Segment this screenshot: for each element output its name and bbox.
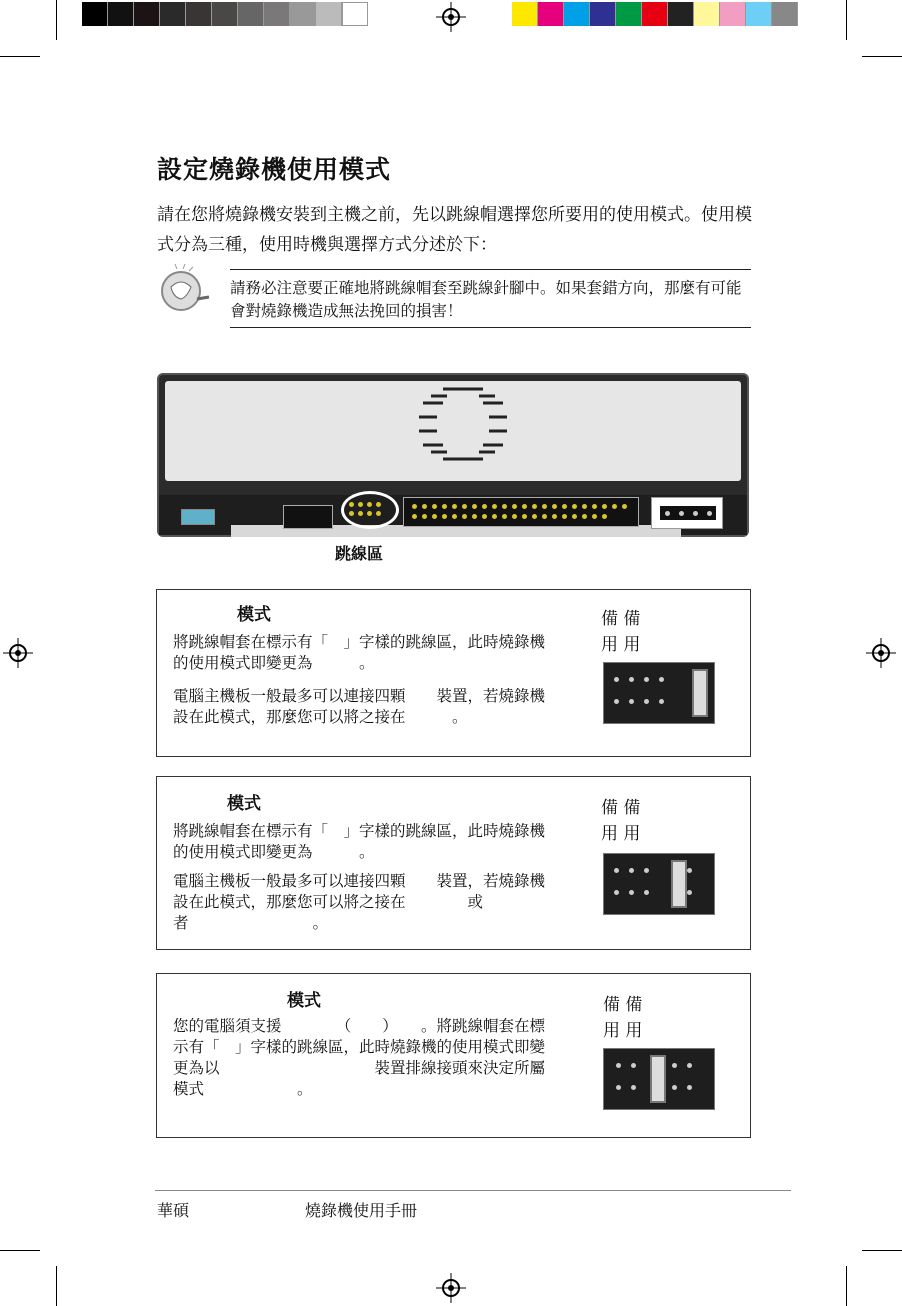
intro-paragraph: 請在您將燒錄機安裝到主機之前，先以跳線帽選擇您所要用的使用模式。使用模式分為三種，使用時機與選擇方式分述於下： — [157, 205, 752, 255]
warning-hand-icon — [157, 263, 215, 315]
mode-heading: 模式 — [287, 991, 321, 1011]
crop-mark — [0, 1250, 40, 1251]
jumper-cap — [650, 1055, 666, 1103]
ide-connector — [403, 497, 639, 527]
note-bottom-rule — [230, 327, 751, 328]
mode-usage: 電腦主機板一般最多可以連接四顆 裝置，若燒錄機設在此模式，那麼您可以將之接在 或者 。 — [173, 872, 546, 932]
spare-label: 備 備 用 用 — [603, 995, 643, 1041]
audio-connector — [181, 509, 215, 525]
spare-label: 備 備 用 用 — [601, 609, 641, 655]
jumper-diagram — [603, 662, 715, 724]
crop-mark — [846, 1266, 847, 1306]
mode-description: 您的電腦須支援 （ ） 。將跳線帽套在標示有「 」字樣的跳線區，此時燒錄機的使用模式即變更為以 裝置排線接頭來決定所屬模式 。 — [173, 1017, 546, 1098]
digital-audio-connector — [283, 505, 333, 529]
grayscale-bar — [82, 2, 368, 26]
registration-mark-icon — [3, 638, 33, 668]
registration-mark-icon — [436, 1273, 466, 1303]
ide-pins — [412, 504, 632, 519]
crop-mark — [0, 56, 40, 57]
crop-mark — [846, 0, 847, 40]
warning-note: 請務必注意要正確地將跳線帽套至跳線針腳中。如果套錯方向，那麼有可能會對燒錄機造成無法挽回的損害！ — [230, 279, 742, 320]
jumper-diagram — [603, 1048, 715, 1110]
jumper-cap — [671, 860, 687, 908]
jumper-cap — [692, 669, 708, 717]
power-connector — [651, 497, 723, 529]
registration-mark-icon — [866, 638, 896, 668]
page-title: 設定燒錄機使用模式 — [157, 155, 392, 184]
drive-rear-illustration — [157, 373, 749, 537]
footer-brand: 華碩 — [157, 1201, 190, 1220]
fan-vent-icon — [417, 385, 509, 465]
footer-rule — [155, 1190, 791, 1191]
jumper-diagram — [603, 853, 715, 915]
mode-box-1 — [156, 589, 751, 757]
mode-box-2 — [156, 776, 751, 950]
crop-mark — [56, 1266, 57, 1306]
mode-heading: 模式 — [237, 605, 271, 625]
mode-description: 將跳線帽套在標示有「 」字樣的跳線區，此時燒錄機的使用模式即變更為 。 — [173, 633, 546, 672]
mode-heading: 模式 — [227, 794, 261, 814]
spare-label: 備 備 用 用 — [601, 798, 641, 844]
footer-manual-title: 燒錄機使用手冊 — [305, 1201, 418, 1220]
mode-box-3 — [156, 973, 751, 1138]
mode-usage: 電腦主機板一般最多可以連接四顆 裝置，若燒錄機設在此模式，那麼您可以將之接在 。 — [173, 687, 546, 726]
note-top-rule — [230, 269, 751, 270]
crop-mark — [56, 0, 57, 40]
color-bar — [512, 2, 798, 26]
crop-mark — [862, 1250, 902, 1251]
registration-mark-icon — [436, 2, 466, 32]
jumper-pins — [349, 502, 389, 516]
jumper-area-label: 跳線區 — [335, 544, 384, 563]
crop-mark — [862, 56, 902, 57]
mode-description: 將跳線帽套在標示有「 」字樣的跳線區，此時燒錄機的使用模式即變更為 。 — [173, 822, 546, 861]
